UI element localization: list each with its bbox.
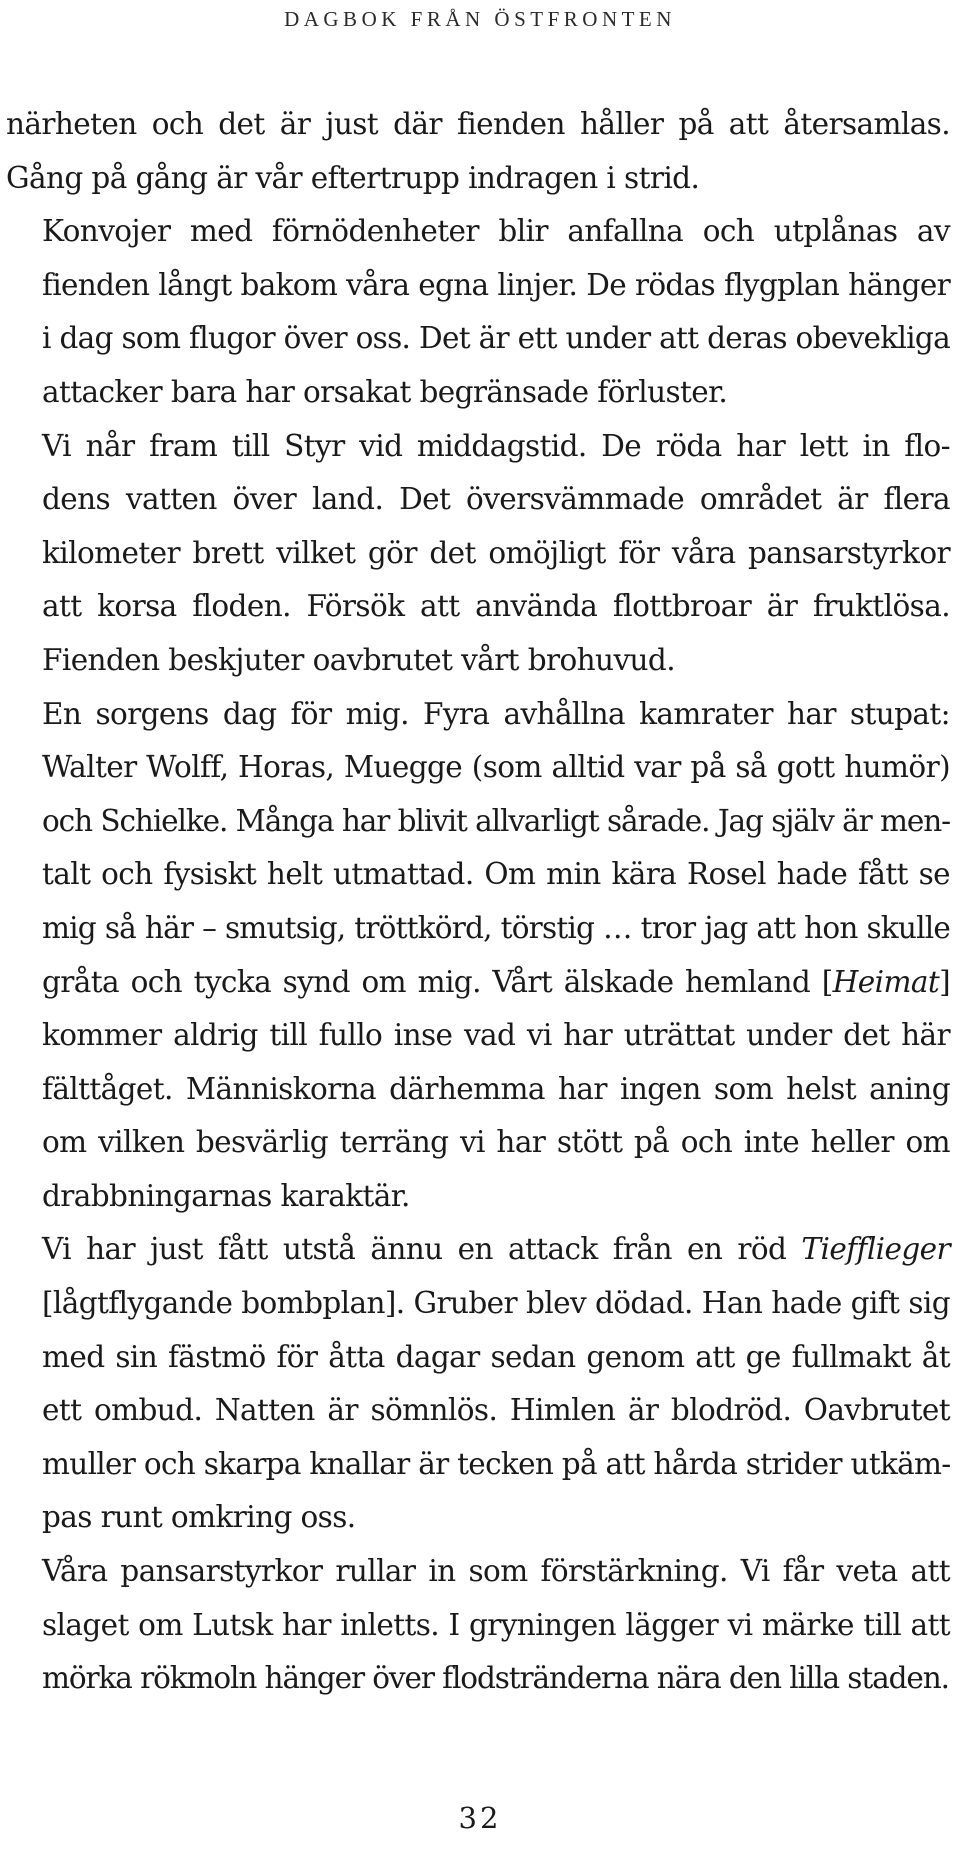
paragraph-6 [6, 1545, 950, 1706]
text-fragment: ] [939, 964, 950, 999]
text-line [6, 956, 950, 1010]
paragraph-4 [6, 688, 950, 1224]
body-text [6, 98, 950, 1706]
text-line: drabbningarnas karaktär. [42, 1178, 410, 1213]
text-line: ett ombud. Natten är sömnlös. Himlen är blodröd. Oavbrutet [42, 1393, 950, 1428]
text-line: slaget om Lutsk har inletts. I gryningen lägger vi märke till att [42, 1607, 950, 1642]
text-line: mörka rökmoln hänger över flodstränderna nära den lilla staden. [42, 1661, 949, 1696]
text-line: Fienden beskjuter oavbrutet vårt brohuvud. [42, 642, 675, 677]
paragraph-1 [6, 98, 950, 205]
text-line: mig så här – smutsig, tröttkörd, törstig … tror jag att hon skulle [42, 910, 950, 945]
italic-term: Tiefflieger [801, 1232, 950, 1267]
text-line: om vilken besvärlig terräng vi har stött på och inte heller om [42, 1125, 950, 1160]
text-line: och Schielke. Många har blivit allvarligt sårade. Jag själv är men- [42, 803, 950, 838]
text-line: kilometer brett vilket gör det omöjligt för våra pansarstyrkor [42, 535, 950, 570]
italic-term: Heimat [832, 964, 940, 999]
running-head: DAGBOK FRÅN ÖSTFRONTEN [284, 7, 676, 31]
text-line: Walter Wolff, Horas, Muegge (som alltid var på så gott humör) [42, 750, 950, 785]
text-line [6, 1223, 950, 1277]
text-line: muller och skarpa knallar är tecken på att hårda strider utkäm- [42, 1446, 951, 1481]
text-line: [lågtflygande bombplan]. Gruber blev dödad. Han hade gift sig [42, 1286, 950, 1321]
text-line: Konvojer med förnödenheter blir anfallna och utplånas av [42, 214, 950, 249]
text-line: talt och fysiskt helt utmattad. Om min kära Rosel hade fått se [42, 857, 950, 892]
paragraph-5 [6, 1223, 950, 1545]
text-line: attacker bara har orsakat begränsade förluster. [42, 374, 728, 409]
text-fragment: Vi har just fått utstå ännu en attack från en röd [42, 1232, 802, 1267]
text-line: Gång på gång är vår eftertrupp indragen i strid. [6, 160, 700, 195]
text-line: närheten och det är just där fienden håller på att återsamlas. [6, 107, 950, 141]
text-line: dens vatten över land. Det översvämmade området är flera [42, 482, 950, 517]
text-line: att korsa floden. Försök att använda flottbroar är fruktlösa. [42, 589, 950, 624]
paragraph-3 [6, 420, 950, 688]
text-line: pas runt omkring oss. [42, 1500, 356, 1535]
text-line: Vi når fram till Styr vid middagstid. De röda har lett in flo- [42, 428, 950, 463]
text-line: Våra pansarstyrkor rullar in som förstärkning. Vi får veta att [42, 1554, 950, 1589]
text-line: fienden långt bakom våra egna linjer. De rödas flygplan hänger [42, 267, 950, 302]
text-line: fälttåget. Människorna därhemma har ingen som helst aning [42, 1071, 950, 1106]
text-line: med sin fästmö för åtta dagar sedan genom att ge fullmakt åt [42, 1339, 950, 1374]
text-line: kommer aldrig till fullo inse vad vi har uträttat under det här [42, 1018, 950, 1053]
text-fragment: gråta och tycka synd om mig. Vårt älskade hemland [ [42, 964, 833, 999]
text-line: i dag som flugor över oss. Det är ett under att deras obevekliga [42, 321, 950, 356]
page-number: 32 [458, 1801, 502, 1835]
text-line: En sorgens dag för mig. Fyra avhållna kamrater har stupat: [42, 696, 950, 731]
paragraph-2 [6, 205, 950, 419]
